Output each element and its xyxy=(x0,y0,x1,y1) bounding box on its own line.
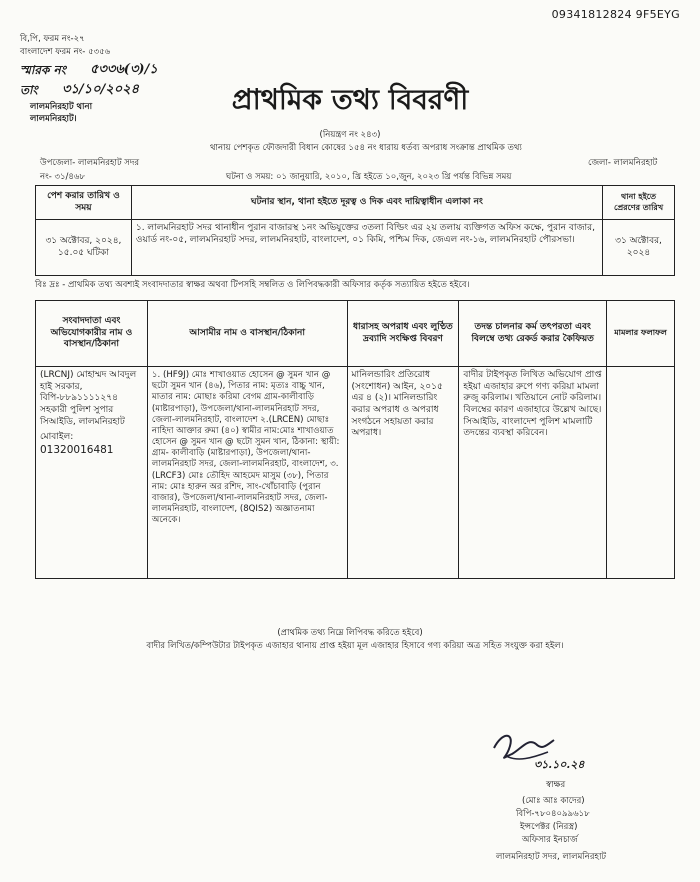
signature-label: স্বাক্ষর xyxy=(546,780,566,790)
header-informant: সংবাদদাতা এবং অভিযোগকারীর নাম ও বাসস্থান/ঠিকানা xyxy=(36,301,148,367)
district: জেলা- লালমনিরহাট xyxy=(588,158,658,168)
officer-name: (মোঃ আঃ কাদের) xyxy=(522,796,585,806)
mobile-label: মোবাইল: xyxy=(40,432,74,443)
police-station-district: লালমনিরহাট। xyxy=(30,114,77,124)
officer-rank: ইন্সপেক্টর (নিরস্ত্র) xyxy=(520,822,578,832)
cell-accused: ১. (HF9J) মোঃ শাখাওয়াত হোসেন @ সুমন খান @ ছটো সুমন খান (৪৬), পিতার নাম: মৃত্যঃ বাচ্চু খান, মাতার নাম: মোছাঃ করিমা বেগম গ্রাম-কালীবাড়ি (মাষ্টারপাড়া), উপজেলা/থানা-লালমনিরহাট সদর, জেলা-লালমনিরহাট, বাংলাদেশ ২.(LRCEN) মোছাঃ নাহিদা আক্তার রুমা (৪০) স্বামীর নাম:মোঃ শাখাওয়াত হোসেন @ সুমন খান @ ছটো সুমন খান, ঠিকানা: স্থায়ী: গ্রাম- কালীবাড়ি (মাষ্টারপাড়া), উপজেলা/থানা- লালমনিরহাট সদর, জেলা-লালমনিরহাট, বাংলাদেশ, ৩.(LRCF3) মোঃ তৌহিদ আহমেদ মাসুম (৩৮), পিতার নাম: মোঃ হারুন অর রশিদ, সাং-খোঁচাবাড়ি (পুরান বাজার), উপজেলা/থানা-লালমনিরহাট সদর, জেলা-লালমনিরহাট, বাংলাদেশ, (8QIS2) অজ্ঞাতনামা অনেকে। xyxy=(147,367,347,579)
regulation-number: (নিয়ন্ত্রণ নং ২৪৩) xyxy=(319,130,381,140)
header-investigation: তদন্ত চালনার কর্ম তৎপরতা এবং বিলম্বে তথ্য রেকর্ড করার কৈফিয়ত xyxy=(459,301,607,367)
header-accused: আসামীর নাম ও বাসস্থান/ঠিকানা xyxy=(147,301,347,367)
date-value: ৩১/১০/২০২৪ xyxy=(62,82,140,97)
cell-informant xyxy=(36,367,148,579)
serial-number: 09341812824 9F5EYG xyxy=(551,8,680,21)
informant-details: (LRCNJ) মোহাম্মদ আবদুল হাই সরকার, বিপি-৮৮৯১১১১২৭৪ সহকারী পুলিশ সুপার সিআইডি, লালমনিরহাট xyxy=(40,370,137,427)
cell-incident-place: ১. লালমনিরহাট সদর থানাধীন পুরান বাজারস্থ ১নং অভিযুক্তের ৩তলা বিল্ডিং এর ২য় তলায় ব্যক্তিগত অফিস কক্ষে, পুরান বাজার, ওয়ার্ড নং-০৫, লালমনিরহাট সদর, লালমনিরহাট, বাংলাদেশ, ০১ কিমি, পশ্চিম দিক, জেএল নং-১৬, লালমনিরহাট পৌরসভা। xyxy=(131,220,602,276)
attestation-note: বিঃ দ্রঃ - প্রাথমিক তথ্য অবশ্যই সংবাদদাতার স্বাক্ষর অথবা টিপসহি সম্বলিত ও লিপিবদ্ধকারী অফিসার কর্তৃক সত্যায়িত হইতে হইবে। xyxy=(35,280,470,290)
header-offence: ধারাসহ অপরাধ এবং লুণ্ঠিত দ্রব্যাদি সংক্ষিপ্ত বিবরণ xyxy=(347,301,459,367)
cell-case-result xyxy=(607,367,675,579)
cell-submission-time: ৩১ অক্টোবর, ২০২৪, ১৫.০৫ ঘটিকা xyxy=(36,220,132,276)
upazila: উপজেলা- লালমনিরহাট সদর xyxy=(40,158,140,168)
signature-date: ৩১.১০.২৪ xyxy=(534,758,585,771)
cell-offence: মানিলন্ডারিং প্রতিরোধ (সংশোধন) আইন, ২০১৫ এর ৪ (২)। মানিলন্ডারিং করার অপরাধ ও অপরাধ সংগঠনে সহায়তা করার অপরাধ। xyxy=(347,367,459,579)
cell-investigation: বাদীর টাইপকৃত লিখিত অভিযোগ প্রাপ্ত হইয়া এজাহার রুপে গণ্য করিয়া মামলা রুজু করিলাম। খতিয়ানে নোট করিলাম। বিলম্বের কারণ এজাহারে উল্লেখ আছে। সিআইডি, বাংলাদেশ পুলিশ মামলাটি তদন্তের ব্যবস্থা করিবেন। xyxy=(459,367,607,579)
police-station: লালমনিরহাট থানা xyxy=(30,102,93,112)
header-case-result: মামলার ফলাফল xyxy=(607,301,675,367)
reference-label: স্মারক নং xyxy=(20,63,66,77)
header-incident-place: ঘটনার স্থান, থানা হইতে দূরত্ব ও দিক এবং দায়িত্বাধীন এলাকা নং xyxy=(131,186,602,220)
date-label: তাং xyxy=(20,83,38,97)
incident-time: ঘটনা ও সময়: ০১ জানুয়ারি, ২০১০, খ্রি হইতে ১০,জুন, ২০২৩ খ্রি পর্যন্ত বিভিন্ন সময় xyxy=(226,172,512,182)
form-description: থানায় পেশকৃত ফৌজদারী বিধান কোষের ১৫৪ নং ধারায় ধর্তব্য অপরাধ সংক্রান্ত প্রাথমিক তথ্য xyxy=(210,143,522,153)
officer-bp-number: বিপি-৭৮০৪০৯৯৬১৮ xyxy=(516,809,590,819)
mobile-number: 01320016481 xyxy=(40,444,114,457)
cell-dispatch-date: ৩১ অক্টোবর, ২০২৪ xyxy=(603,220,675,276)
footer-instruction: (প্রাথমিক তথ্য নিম্নে লিপিবদ্ধ করিতে হইবে) xyxy=(277,628,423,638)
bangladesh-form-number: বাংলাদেশ ফরম নং- ৫৩৫৬ xyxy=(20,47,111,57)
page-title: প্রাথমিক তথ্য বিবরণী xyxy=(231,83,469,116)
form-number: বি,পি, ফরম নং-২৭ xyxy=(20,34,85,44)
header-submission-time: পেশ করার তারিখ ও সময় xyxy=(36,186,132,220)
officer-post: অফিসার ইনচার্জ xyxy=(522,835,578,845)
header-dispatch-date: থানা হইতে প্রেরণের তারিখ xyxy=(603,186,675,220)
footer-statement: বাদীর লিখিত/কম্পিউটার টাইপকৃত এজাহার থানায় প্রাপ্ত হইয়া মূল এজাহার হিসাবে গণ্য করিয়া অত্র সহিত সংযুক্ত করা হইল। xyxy=(146,641,564,651)
reference-value: ৫৩৩৬(৩)/১ xyxy=(90,62,158,77)
officer-station: লালমনিরহাট সদর, লালমনিরহাট xyxy=(496,852,607,862)
incident-table xyxy=(35,185,675,276)
case-number: নং- ৩১/৪৬৮ xyxy=(40,172,85,182)
case-details-table xyxy=(35,300,675,579)
